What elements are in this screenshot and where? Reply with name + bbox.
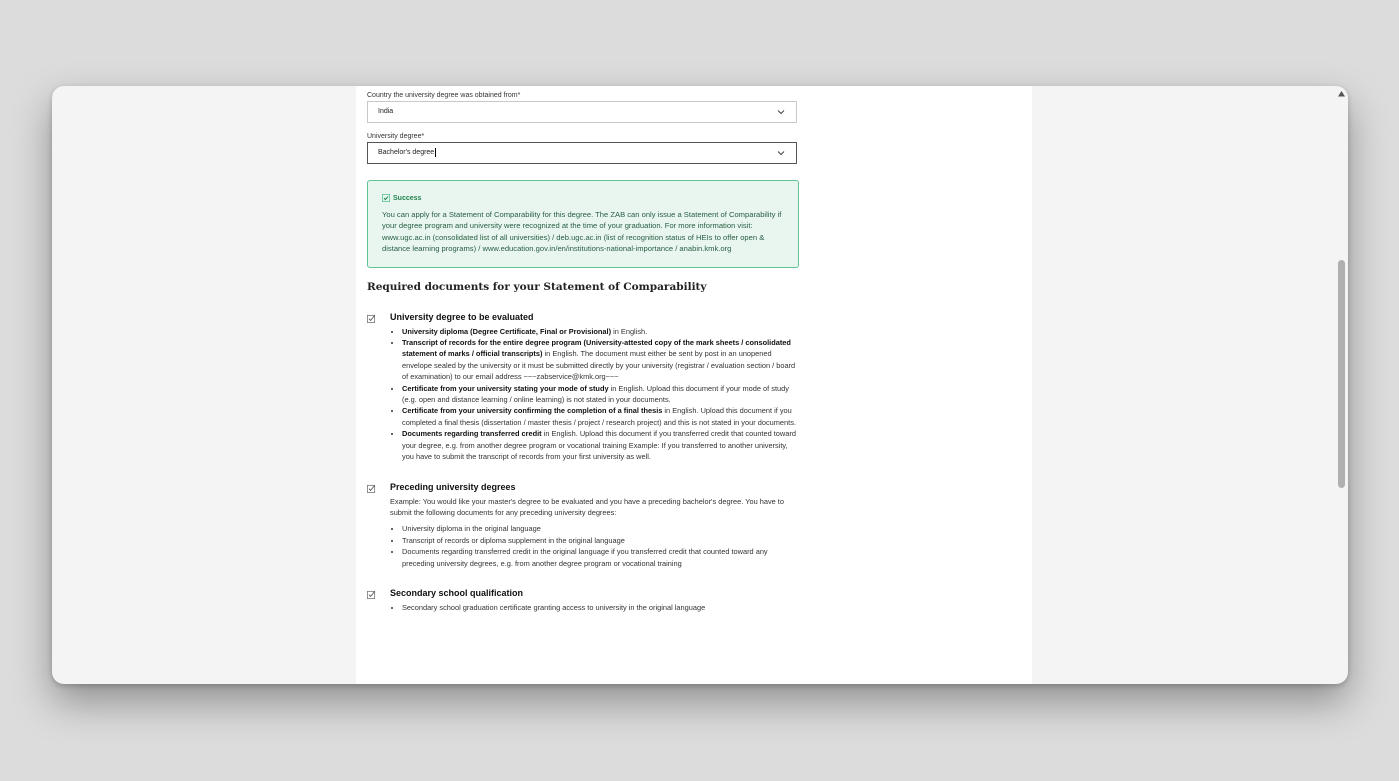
text-cursor: [435, 148, 436, 157]
document-description: in English. The document must either be sent by post in an unopened envelope sealed by the university or it must be submitted directly by your university (registrar / evaluation section / board of examination) to our email address ~~~zabservice@kmk.org~~~: [402, 349, 796, 382]
document-name: Certificate from your university confirming the completion of a final thesis: [402, 406, 663, 416]
arrow-up-icon[interactable]: [1337, 90, 1346, 98]
document-item: [402, 337, 799, 383]
document-description: Secondary school graduation certificate granting access to university in the original language: [402, 602, 706, 612]
form-column: [367, 86, 799, 613]
document-name: Certificate from your university stating your mode of study: [402, 383, 609, 393]
document-description: in English. Upload this document if you completed a final thesis (dissertation / master thesis / project / research project) and this is not stated in your documents.: [402, 406, 796, 427]
country-label: Country the university degree was obtained from*: [367, 92, 521, 99]
section-title: Secondary school qualification: [390, 587, 524, 598]
degree-select[interactable]: [367, 142, 797, 164]
country-select[interactable]: [367, 101, 797, 123]
page-content: [356, 86, 1032, 684]
required-section: [367, 588, 799, 613]
degree-value: Bachelor's degree: [378, 149, 435, 156]
scrollbar[interactable]: [1337, 86, 1346, 684]
required-section: [367, 312, 799, 463]
document-item: [402, 602, 799, 613]
document-description: University diploma in the original language: [402, 524, 541, 534]
document-description: Documents regarding transferred credit in the original language if you transferred credit that counted toward any preceding university degrees, e.g. from another degree program or vocational training: [402, 547, 768, 568]
document-item: [402, 428, 799, 462]
document-name: Documents regarding transferred credit: [402, 429, 542, 439]
success-alert: [367, 180, 799, 268]
document-list: [390, 523, 799, 569]
document-description: in English. Upload this document if your mode of study (e.g. open and distance learning / online learning) is not stated in your documents.: [402, 383, 789, 405]
required-section: [367, 482, 799, 569]
browser-window: [52, 86, 1348, 684]
chevron-down-icon: [776, 148, 786, 158]
document-name: Transcript of records for the entire degree program (University-attested copy of the mark sheets / consolidated statement of marks / official transcripts): [402, 338, 791, 359]
document-item: [402, 546, 799, 569]
required-sections: [367, 312, 799, 614]
document-description: Transcript of records or diploma supplement in the original language: [402, 535, 625, 545]
success-header: [382, 194, 784, 202]
check-square-icon: [367, 484, 376, 493]
document-list: [390, 326, 799, 463]
document-item: [402, 523, 799, 534]
check-square-icon: [367, 314, 376, 323]
success-message: You can apply for a Statement of Comparability for this degree. The ZAB can only issue a Statement of Comparability if your degree program and university were recognized at the time of your graduation. For more information visit: www.ugc.ac.in (consolidated list of all universities) / deb.ugc.ac.in (list of recognition status of HEIs to offer open & distance learning programs) / www.education.gov.in/en/institutions-national-importance / anabin.kmk.org: [382, 210, 782, 254]
document-name: University diploma (Degree Certificate, Final or Provisional): [402, 326, 612, 336]
document-item: [402, 326, 799, 337]
required-documents-heading: Required documents for your Statement of Comparability: [367, 280, 707, 293]
document-item: [402, 405, 799, 428]
country-value: India: [378, 108, 394, 115]
document-item: [402, 383, 799, 406]
check-square-icon: [367, 590, 376, 599]
document-list: [390, 602, 799, 613]
scrollbar-thumb[interactable]: [1338, 260, 1345, 488]
section-title: University degree to be evaluated: [390, 311, 534, 322]
document-description: in English. Upload this document if you transferred credit that counted toward your degree, e.g. from another degree program or vocational training Example: If you transferred to another university, you have to submit the transcript of records from your first university as well.: [402, 429, 796, 462]
document-item: [402, 535, 799, 546]
section-title: Preceding university degrees: [390, 481, 516, 492]
section-intro: Example: You would like your master's degree to be evaluated and you have a preceding bachelor's degree. You have to submit the following documents for any preceding university degrees:: [390, 496, 784, 517]
document-description: in English.: [611, 326, 648, 336]
success-title: Success: [393, 194, 422, 202]
check-square-icon: [382, 194, 390, 202]
chevron-down-icon: [776, 107, 786, 117]
degree-label: University degree*: [367, 133, 425, 140]
